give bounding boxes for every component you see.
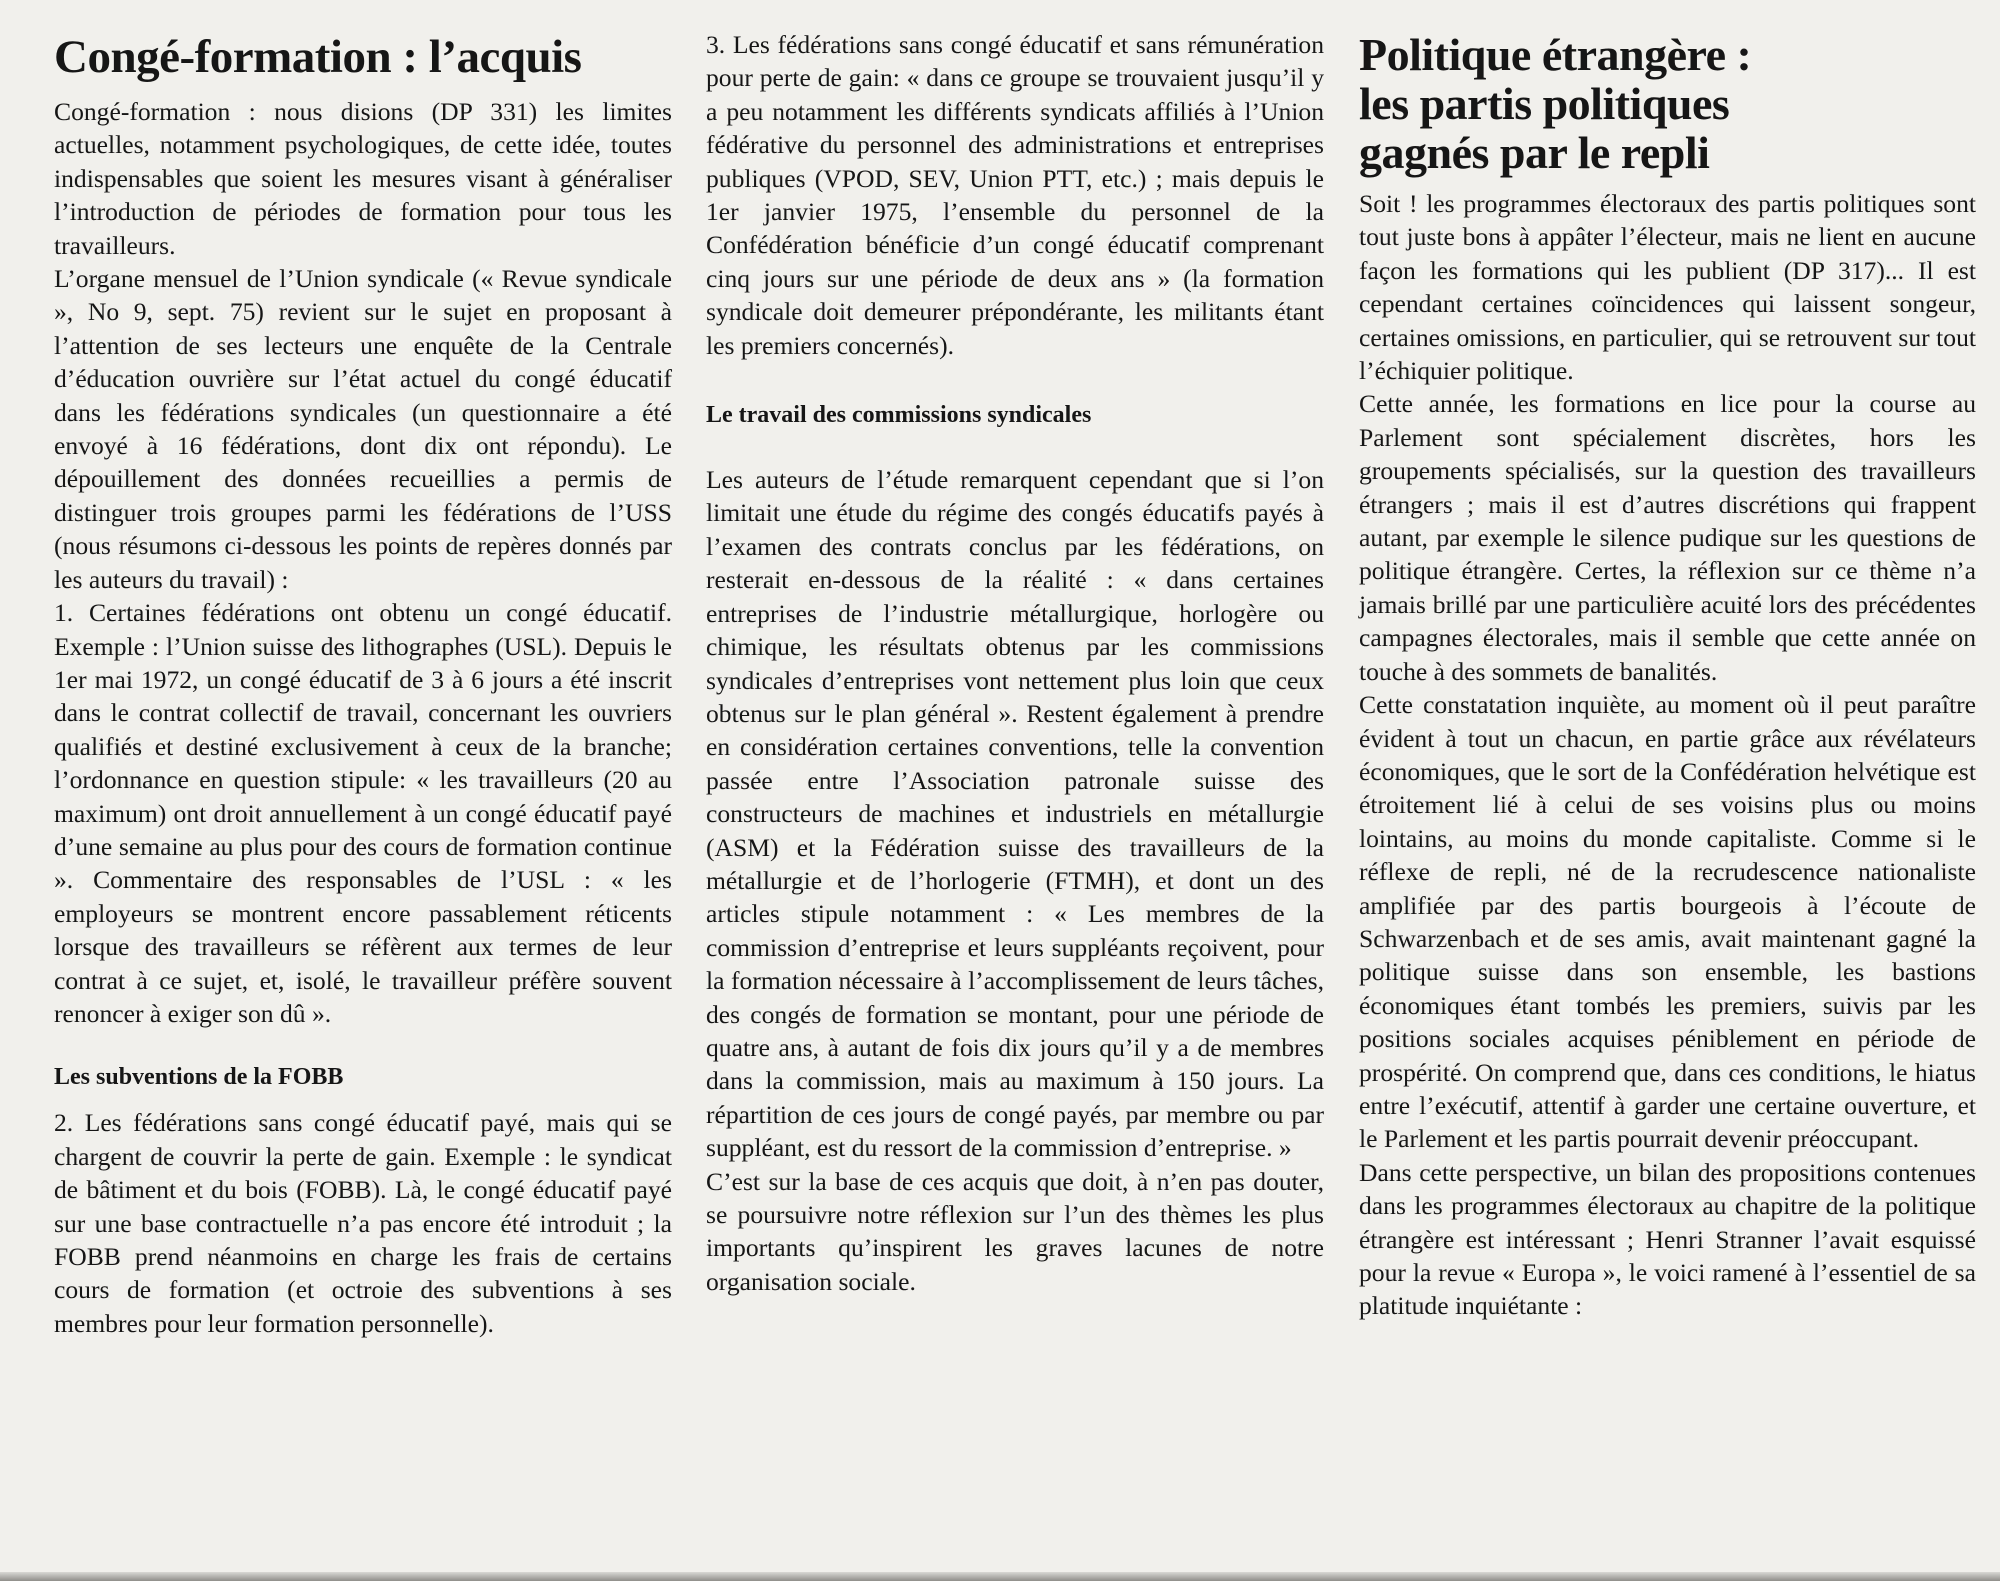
column-left	[54, 28, 672, 1340]
subheading-fobb: Les subventions de la FOBB	[54, 1064, 344, 1091]
paragraph: Les auteurs de l’étude remarquent cependant que si l’on limitait une étude du régime des congés éducatifs payés à l’examen des contrats conclus par les fédérations, on resterait en-dessous de la réalité : « dans certaines entreprises de l’industrie métallurgique, horlogère ou chimique, les résultats obtenus par les commissions syndicales d’entreprises vont nettement plus loin que ceux obtenus sur le plan général ». Restent également à prendre en considération certaines conventions, telle la convention passée entre l’Association patronale suisse des constructeurs de machines et industriels en métallurgie (ASM) et la Fédération suisse des travailleurs de la métallurgie et de l’horlogerie (FTMH), et dont un des articles stipule notamment : « Les membres de la commission d’entreprise et leurs suppléants reçoivent, pour la formation nécessaire à l’accomplissement de leurs tâches, des congés de formation se montant, pour une période de quatre ans, à autant de fois dix jours qu’il y a de membres dans la commission, mais au maximum à 150 jours. La répartition de ces jours de congé payés, par membre ou par suppléant, est du ressort de la commission d’entreprise. »	[706, 465, 1324, 1163]
spacer	[706, 362, 1324, 399]
paragraph: 2. Les fédérations sans congé éducatif payé, mais qui se chargent de couvrir la perte de gain. Exemple : le syndicat de bâtiment et du bois (FOBB). Là, le congé éducatif payé sur une base contractuelle n’a pas encore été introduit ; la FOBB prend néanmoins en charge les frais de certains cours de formation (et octroie des subventions à ses membres pour leur formation personnelle).	[54, 1108, 672, 1338]
paragraph: Cette constatation inquiète, au moment où il peut paraître évident à tout un chacun, en partie grâce aux révélateurs économiques, que le sort de la Confédération helvétique est étroitement lié à celui de ses voisins plus ou moins lointains, au moins du monde capitaliste. Comme si le réflexe de repli, né de la recrudescence nationaliste amplifiée par des partis bourgeois à l’écoute de Schwarzenbach et de ses amis, avait maintenant gagné la politique suisse dans son ensemble, les bastions économiques étant tombés les premiers, suivis par les positions sociales acquises péniblement en période de prospérité. On comprend que, dans ces conditions, le hiatus entre l’exécutif, attentif à garder une certaine ouverture, et le Parlement et les partis pourrait devenir préoccupant.	[1359, 690, 1976, 1154]
paragraph: 1. Certaines fédérations ont obtenu un congé éducatif. Exemple : l’Union suisse des lithographes (USL). Depuis le 1er mai 1972, un congé éducatif de 3 à 6 jours a été inscrit dans le contrat collectif de travail, concernant les ouvriers qualifiés et destiné exclusivement à ceux de la branche; l’ordonnance en question stipule: « les travailleurs (20 au maximum) ont droit annuellement à un congé éducatif payé d’une semaine au plus pour des cours de formation continue ». Commentaire des responsables de l’USL : « les employeurs se montrent encore passablement réticents lorsque des travailleurs se réfèrent aux termes de leur contrat à ce sujet, et, isolé, le travailleur préfère souvent renoncer à exiger son dû ».	[54, 598, 672, 1028]
paragraph: Dans cette perspective, un bilan des propositions contenues dans les programmes électoraux au chapitre de la politique étrangère est intéressant ; Henri Stranner l’avait esquissé pour la revue « Europa », le voici ramené à l’essentiel de sa platitude inquiétante :	[1359, 1157, 1976, 1321]
title-line: les partis politiques	[1359, 78, 1730, 129]
paragraph: 3. Les fédérations sans congé éducatif et sans rémunération pour perte de gain: « dans ce groupe se trouvaient jusqu’il y a peu notamment les différents syndicats affiliés à l’Union fédérative du personnel des administrations et entreprises publiques (VPOD, SEV, Union PTT, etc.) ; mais depuis le 1er janvier 1975, l’ensemble du personnel de la Confédération bénéficie d’un congé éducatif comprenant cinq jours sur une période de deux ans » (la formation syndicale doit demeurer prépondérante, les militants étant les premiers concernés).	[706, 30, 1324, 360]
page-bottom-edge	[0, 1572, 2000, 1581]
paragraph: Cette année, les formations en lice pour la course au Parlement sont spécialement discrètes, hors les groupements spécialisés, sur la question des travailleurs étrangers ; mais il est d’autres discrétions qui frappent autant, par exemple le silence pudique sur les questions de politique étrangère. Certes, la réflexion sur ce thème n’a jamais brillé par une particulière acuité lors des précédentes campagnes électorales, mais il semble que cette année on touche à des sommets de banalités.	[1359, 389, 1976, 686]
column-right	[1359, 28, 1976, 1323]
paragraph: Soit ! les programmes électoraux des partis politiques sont tout juste bons à appâter l’électeur, mais ne lient en aucune façon les formations qui les publient (DP 317)... Il est cependant certaines coïncidences qui laissent songeur, certaines omissions, en particulier, qui se retrouvent sur tout l’échiquier politique.	[1359, 189, 1976, 386]
subheading-commissions: Le travail des commissions syndicales	[706, 402, 1092, 429]
spacer	[54, 1030, 672, 1061]
title-line: Politique étrangère :	[1359, 29, 1752, 80]
article-title-politique-etrangere	[1359, 30, 1976, 177]
article-title-conge-formation: Congé-formation : l’acquis	[54, 31, 582, 83]
paragraph: L’organe mensuel de l’Union syndicale (« Revue syndicale », No 9, sept. 75) revient sur le sujet en proposant à l’attention de ses lecteurs une enquête de la Centrale d’éducation ouvrière sur l’état actuel du congé éducatif dans les fédérations syndicales (un questionnaire a été envoyé à 16 fédérations, dont dix ont répondu). Le dépouillement des données recueillies a permis de distinguer trois groupes parmi les fédérations de l’USS (nous résumons ci-dessous les points de repères donnés par les auteurs du travail) :	[54, 264, 672, 594]
title-line: gagnés par le repli	[1359, 127, 1710, 178]
spacer	[54, 1094, 672, 1106]
paragraph: C’est sur la base de ces acquis que doit, à n’en pas douter, se poursuivre notre réflexion sur l’un des thèmes les plus importants qu’inspirent les graves lacunes de notre organisation sociale.	[706, 1166, 1324, 1296]
spacer	[706, 432, 1324, 463]
paragraph: Congé-formation : nous disions (DP 331) les limites actuelles, notamment psychologiques, de cette idée, toutes indispensables que soient les mesures visant à généraliser l’introduction de périodes de formation pour tous les travailleurs.	[54, 97, 672, 260]
column-middle	[706, 28, 1324, 1298]
